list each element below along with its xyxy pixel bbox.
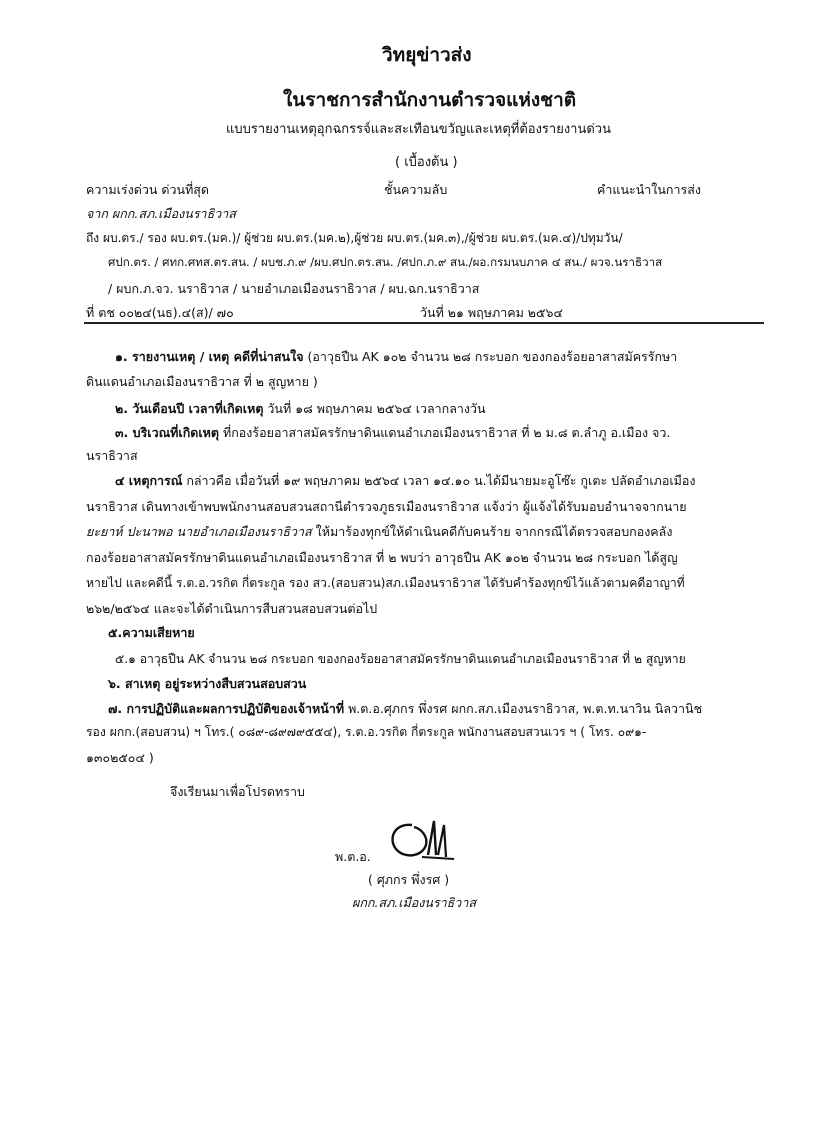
section-7-line-2: รอง ผกก.(สอบสวน) ฯ โทร.( ๐๘๙-๘๙๗๙๕๕๔), ร.ต.อ.วรกิต กี่ตระกูล พนักงานสอบสวนเวร ฯ ( โทร. ๐๙๑- [86, 725, 647, 739]
section-2-text: วันที่ ๑๘ พฤษภาคม ๒๕๖๔ เวลากลางวัน [263, 401, 486, 416]
section-3-heading: ๓. บริเวณที่เกิดเหตุ [115, 425, 220, 440]
section-6 [108, 674, 306, 694]
section-1-heading: ๑. รายงานเหตุ / เหตุ คดีที่น่าสนใจ [115, 349, 304, 364]
section-4-line-4: กองร้อยอาสาสมัครรักษาดินแดนอำเภอเมืองนราธิวาส ที่ ๒ พบว่า อาวุธปืน AK ๑๐๒ จำนวน ๒๘ กระบอก ได้สูญ [86, 550, 678, 565]
signer-name: ( ศุภกร พึ่งรศ ) [368, 872, 450, 887]
to-line-3: / ผบก.ภ.จว. นราธิวาส / นายอำเภอเมืองนราธิวาส / ผบ.ฉก.นราธิวาส [108, 281, 480, 296]
section-7-heading: ๗. การปฏิบัติและผลการปฏิบัติของเจ้าหน้าที่ [108, 701, 345, 716]
ref-date: วันที่ ๒๑ พฤษภาคม ๒๕๖๔ [420, 305, 563, 320]
section-2-heading: ๒. วันเดือนปี เวลาที่เกิดเหตุ [115, 401, 264, 416]
section-7 [108, 699, 702, 719]
to-line-1: ถึง ผบ.ตร./ รอง ผบ.ตร.(มค.)/ ผู้ช่วย ผบ.ตร.(มค.๒),ผู้ช่วย ผบ.ตร.(มค.๓),/ผู้ช่วย ผบ.ตร.(มค.๔)/ปทุมวัน/ [86, 231, 623, 245]
header-divider [84, 322, 764, 324]
section-4 [115, 471, 696, 491]
section-7-line-3: ๑๓๐๒๕๐๔ ) [86, 750, 154, 765]
to-line-2: ศปก.ตร. / ศทก.ศทส.ตร.สน. / ผบช.ภ.๙ /ผบ.ศปก.ตร.สน. /ศปก.ภ.๙ สน./ผอ.กรมนบภาค ๔ สน./ ผวจ.นราธิวาส [108, 255, 663, 269]
section-5-text: ๕.๑ อาวุธปืน AK จำนวน ๒๘ กระบอก ของกองร้อยอาสาสมัครรักษาดินแดนอำเภอเมืองนราธิวาส ที่ ๒ สูญหาย [115, 652, 686, 666]
section-3-cont: นราธิวาส [86, 448, 138, 463]
section-4-line-1: กล่าวคือ เมื่อวันที่ ๑๙ พฤษภาคม ๒๕๖๔ เวลา ๑๔.๑๐ น.ได้มีนายมะอูโซ๊ะ กูเตะ ปลัดอำเภอเมือง [182, 473, 696, 488]
signer-position: ผกก.สภ.เมืองนราธิวาส [352, 895, 476, 910]
section-1-text: (อาวุธปืน AK ๑๐๒ จำนวน ๒๘ กระบอก ของกองร้อยอาสาสมัครรักษา [303, 349, 678, 364]
from-line: จาก ผกก.สภ.เมืองนราธิวาส [86, 206, 236, 221]
section-3-text: ที่กองร้อยอาสาสมัครรักษาดินแดนอำเภอเมืองนราธิวาส ที่ ๒ ม.๘ ต.ลำภู อ.เมือง จว. [219, 425, 671, 440]
section-3 [115, 423, 670, 443]
section-4-line-3a: ยะยาห์ ปะนาพอ นายอำเภอเมืองนราธิวาส [86, 524, 312, 539]
doc-title: วิทยุข่าวส่ง [382, 44, 472, 66]
signer-rank: พ.ต.อ. [335, 849, 371, 864]
closing: จึงเรียนมาเพื่อโปรดทราบ [170, 784, 305, 799]
section-4-line-6: ๒๖๒/๒๕๖๔ และจะได้ดำเนินการสืบสวนสอบสวนต่อไป [86, 601, 378, 616]
section-4-line-2: นราธิวาส เดินทางเข้าพบพนักงานสอบสวนสถานีตำรวจภูธรเมืองนราธิวาส แจ้งว่า ผู้แจ้งได้รับมอบอำนาจจากนาย [86, 499, 687, 514]
section-1 [115, 347, 677, 367]
section-4-heading: ๔ เหตุการณ์ [115, 473, 183, 488]
section-6-heading: ๖. สาเหตุ [108, 676, 161, 691]
doc-org: ในราชการสำนักงานตำรวจแห่งชาติ [283, 89, 577, 111]
doc-stage: ( เบื้องต้น ) [395, 155, 458, 170]
section-7-line-1: พ.ต.อ.ศุภกร พึ่งรศ ผกก.สภ.เมืองนราธิวาส, พ.ต.ท.นาวิน นิลวานิช [344, 701, 703, 716]
instruction: คำแนะนำในการส่ง [597, 182, 701, 197]
section-5-heading: ๕.ความเสียหาย [108, 625, 195, 640]
secrecy: ชั้นความลับ [384, 182, 448, 197]
section-4-line-3b: ให้มาร้องทุกข์ให้ดำเนินคดีกับคนร้าย จากกรณีได้ตรวจสอบกองคลัง [311, 524, 673, 539]
doc-subtitle: แบบรายงานเหตุอุกฉกรรจ์และสะเทือนขวัญและเหตุที่ต้องรายงานด่วน [226, 122, 611, 137]
section-4-line-5: หายไป และคดีนี้ ร.ต.อ.วรกิต กี่ตระกูล รอง สว.(สอบสวน)สภ.เมืองนราธิวาส ได้รับคำร้องทุกข์ไว้แล้วตามคดีอาญาที่ [86, 576, 685, 590]
section-2 [115, 399, 486, 419]
section-4-line-3 [86, 522, 672, 542]
urgency: ความเร่งด่วน ด่วนที่สุด [86, 182, 210, 197]
signature-mark [382, 815, 462, 867]
ref-number: ที่ ตช ๐๐๒๔(นธ).๔(ส)/ ๗๐ [86, 305, 234, 320]
section-1-cont: ดินแดนอำเภอเมืองนราธิวาส ที่ ๒ สูญหาย ) [86, 374, 318, 389]
section-6-text: อยู่ระหว่างสืบสวนสอบสวน [160, 676, 307, 691]
